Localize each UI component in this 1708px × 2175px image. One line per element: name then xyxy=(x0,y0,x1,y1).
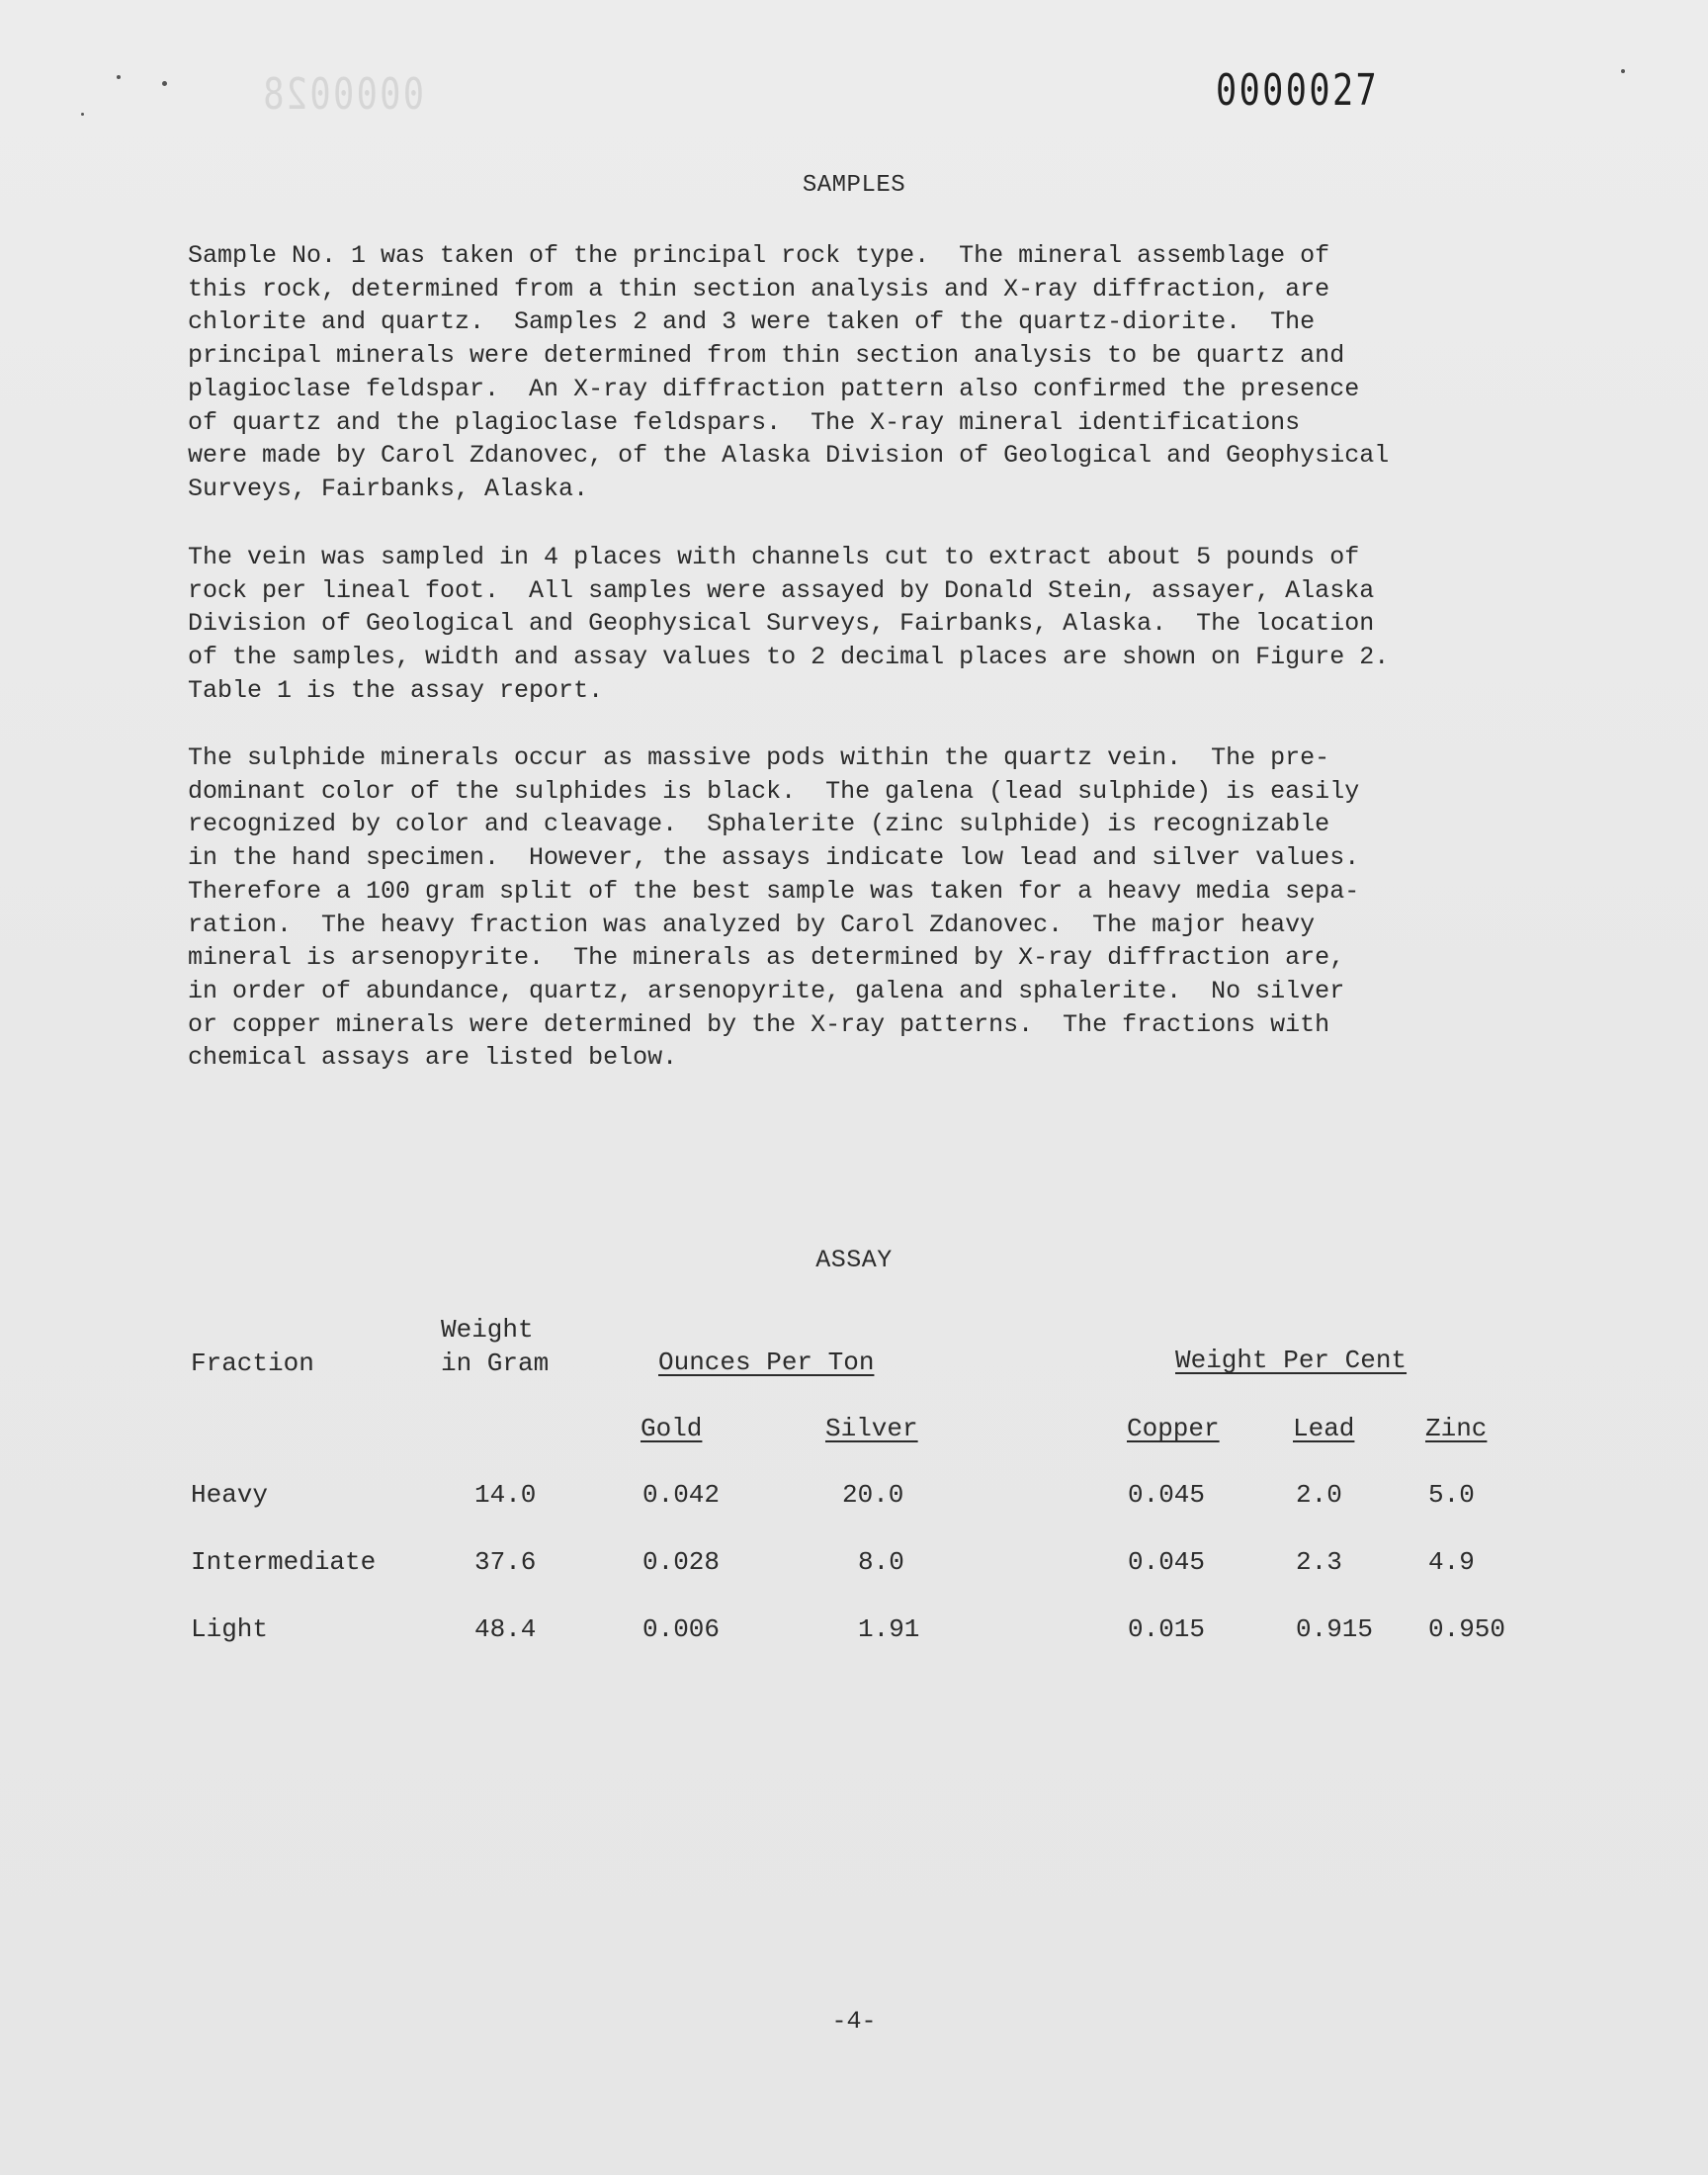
row-zinc: 5.0 xyxy=(1428,1480,1475,1510)
paragraph-samples-3 xyxy=(188,741,1572,1075)
header-ounces-per-ton: Ounces Per Ton xyxy=(658,1348,875,1377)
header-fraction: Fraction xyxy=(191,1348,314,1378)
paragraph-line: in the hand specimen. However, the assays indicate low lead and silver values. xyxy=(188,843,1360,873)
row-gold: 0.042 xyxy=(642,1480,721,1510)
row-fraction: Heavy xyxy=(191,1480,269,1510)
row-weight: 14.0 xyxy=(474,1480,537,1510)
paragraph-line: principal minerals were determined from thin section analysis to be quartz and xyxy=(188,341,1345,371)
row-gold: 0.006 xyxy=(642,1614,721,1644)
paragraph-line: ration. The heavy fraction was analyzed by Carol Zdanovec. The major heavy xyxy=(188,910,1316,939)
paragraph-line: chlorite and quartz. Samples 2 and 3 were taken of the quartz-diorite. The xyxy=(188,307,1316,337)
row-copper: 0.045 xyxy=(1128,1480,1206,1510)
scan-speck xyxy=(1621,69,1625,73)
header-zinc: Zinc xyxy=(1425,1414,1488,1443)
row-silver: 8.0 xyxy=(858,1547,904,1577)
header-weight-line1: Weight xyxy=(441,1315,534,1345)
row-zinc: 4.9 xyxy=(1428,1547,1475,1577)
paragraph-line: Division of Geological and Geophysical Surveys, Fairbanks, Alaska. The location xyxy=(188,609,1375,639)
header-weight-per-cent: Weight Per Cent xyxy=(1175,1346,1408,1375)
paragraph-line: recognized by color and cleavage. Sphalerite (zinc sulphide) is recognizable xyxy=(188,810,1330,839)
paragraph-line: this rock, determined from a thin section analysis and X-ray diffraction, are xyxy=(188,274,1330,304)
paragraph-line: or copper minerals were determined by the X-ray patterns. The fractions with xyxy=(188,1009,1330,1039)
paragraph-samples-1 xyxy=(188,239,1572,506)
paragraph-line: dominant color of the sulphides is black. The galena (lead sulphide) is easily xyxy=(188,776,1360,806)
samples-heading: SAMPLES xyxy=(802,172,906,199)
paragraph-line: Sample No. 1 was taken of the principal rock type. The mineral assemblage of xyxy=(188,241,1330,270)
paragraph-line: Table 1 is the assay report. xyxy=(188,675,604,705)
row-fraction: Light xyxy=(191,1614,269,1644)
header-gold: Gold xyxy=(640,1414,703,1443)
paragraph-line: in order of abundance, quartz, arsenopyrite, galena and sphalerite. No silver xyxy=(188,976,1345,1005)
scan-speck xyxy=(117,75,121,79)
assay-heading: ASSAY xyxy=(815,1246,893,1274)
row-copper: 0.015 xyxy=(1128,1614,1206,1644)
row-weight: 37.6 xyxy=(474,1547,537,1577)
header-copper: Copper xyxy=(1127,1414,1220,1443)
row-copper: 0.045 xyxy=(1128,1547,1206,1577)
row-fraction: Intermediate xyxy=(191,1547,377,1577)
row-silver: 20.0 xyxy=(842,1480,904,1510)
document-number: 0000027 xyxy=(1216,65,1380,116)
paragraph-line: Surveys, Fairbanks, Alaska. xyxy=(188,474,589,503)
paragraph-line: The vein was sampled in 4 places with channels cut to extract about 5 pounds of xyxy=(188,543,1360,571)
row-lead: 0.915 xyxy=(1296,1614,1374,1644)
paragraph-line: plagioclase feldspar. An X-ray diffraction pattern also confirmed the presence xyxy=(188,374,1360,403)
paragraph-line: of quartz and the plagioclase feldspars. The X-ray mineral identifications xyxy=(188,407,1301,437)
paragraph-line: Therefore a 100 gram split of the best sample was taken for a heavy media sepa- xyxy=(188,876,1360,906)
paragraph-line: chemical assays are listed below. xyxy=(188,1043,678,1073)
row-gold: 0.028 xyxy=(642,1547,721,1577)
row-weight: 48.4 xyxy=(474,1614,537,1644)
header-silver: Silver xyxy=(825,1414,918,1443)
paragraph-line: rock per lineal foot. All samples were assayed by Donald Stein, assayer, Alaska xyxy=(188,575,1375,605)
paragraph-line: were made by Carol Zdanovec, of the Alaska Division of Geological and Geophysical xyxy=(188,441,1390,471)
header-lead: Lead xyxy=(1293,1414,1355,1443)
row-lead: 2.3 xyxy=(1296,1547,1342,1577)
row-silver: 1.91 xyxy=(858,1614,920,1644)
paragraph-line: mineral is arsenopyrite. The minerals as determined by X-ray diffraction are, xyxy=(188,943,1345,973)
row-lead: 2.0 xyxy=(1296,1480,1342,1510)
paragraph-line: The sulphide minerals occur as massive pods within the quartz vein. The pre- xyxy=(188,743,1330,772)
scan-speck xyxy=(162,81,167,86)
bleed-through-doc-number: 0000028 xyxy=(260,69,424,120)
page-number: -4- xyxy=(831,2007,877,2036)
paragraph-line: of the samples, width and assay values to 2 decimal places are shown on Figure 2. xyxy=(188,643,1390,672)
scan-speck xyxy=(81,113,84,116)
row-zinc: 0.950 xyxy=(1428,1614,1506,1644)
paragraph-samples-2 xyxy=(188,541,1572,708)
header-weight-line2: in Gram xyxy=(441,1348,550,1378)
